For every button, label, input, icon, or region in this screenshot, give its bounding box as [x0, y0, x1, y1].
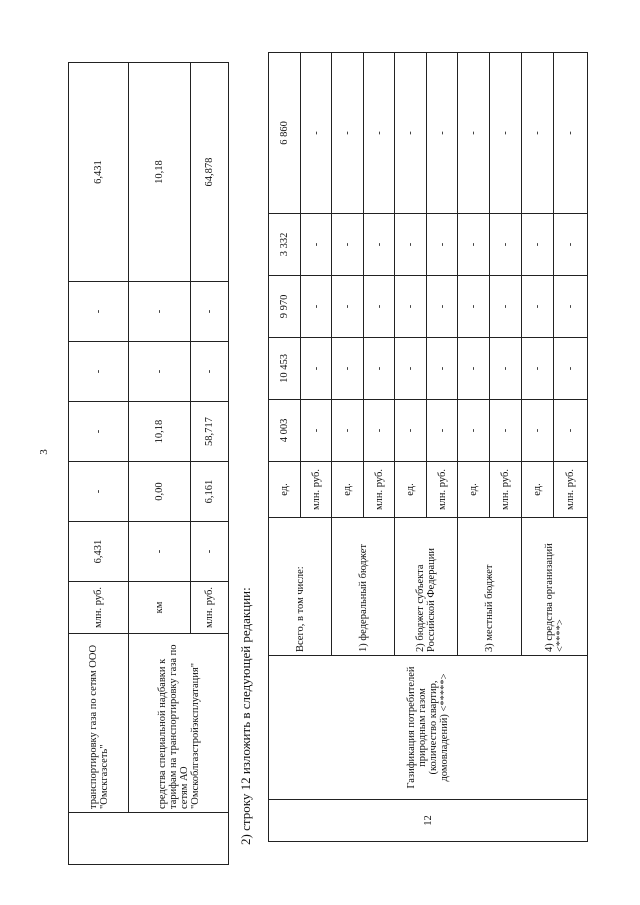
- unit-cell: млн. руб.: [364, 461, 395, 517]
- unit-cell: млн. руб.: [301, 461, 332, 517]
- unit-cell: млн. руб.: [554, 461, 588, 517]
- value-cell: -: [395, 52, 427, 213]
- value-cell: -: [427, 275, 458, 337]
- value-cell: -: [490, 399, 522, 461]
- table-main: [268, 52, 588, 842]
- value-cell: -: [458, 275, 490, 337]
- unit-cell: млн. руб.: [191, 582, 229, 634]
- value-cell: -: [364, 275, 395, 337]
- value-cell: 6,431: [69, 63, 129, 282]
- value-cell: -: [458, 52, 490, 213]
- value-cell: -: [129, 342, 191, 402]
- unit-cell: ед.: [332, 461, 364, 517]
- row-label: транспортировку газа по сетям ООО "Омскгазсеть": [69, 634, 129, 813]
- value-cell: -: [522, 337, 554, 399]
- value-cell: -: [458, 337, 490, 399]
- value-cell: -: [522, 52, 554, 213]
- value-cell: 6 860: [269, 52, 301, 213]
- value-cell: -: [301, 337, 332, 399]
- value-cell: 64,878: [191, 63, 229, 282]
- unit-cell: ед.: [269, 461, 301, 517]
- table-top: [68, 62, 229, 865]
- unit-cell: ед.: [458, 461, 490, 517]
- value-cell: -: [69, 402, 129, 462]
- source-label: Всего, в том числе:: [269, 517, 332, 655]
- value-cell: -: [332, 213, 364, 275]
- row-label: средства специальной надбавки к тарифам на транспортировку газа по сетям АО "Омскоблгазстройэксплуатация": [129, 634, 229, 813]
- row-number: 12: [269, 800, 588, 842]
- value-cell: 58,717: [191, 402, 229, 462]
- unit-cell: ед.: [522, 461, 554, 517]
- value-cell: -: [69, 342, 129, 402]
- value-cell: -: [301, 275, 332, 337]
- value-cell: -: [191, 282, 229, 342]
- value-cell: -: [395, 275, 427, 337]
- value-cell: -: [69, 282, 129, 342]
- source-label: 1) федеральный бюджет: [332, 517, 395, 655]
- value-cell: -: [395, 337, 427, 399]
- value-cell: -: [522, 275, 554, 337]
- source-label: 3) местный бюджет: [458, 517, 522, 655]
- value-cell: -: [554, 275, 588, 337]
- value-cell: -: [490, 275, 522, 337]
- value-cell: 4 003: [269, 399, 301, 461]
- row-number-cell: [69, 813, 229, 865]
- source-label: 2) бюджет субъекта Российской Федерации: [395, 517, 458, 655]
- source-label: 4) средства организаций <****>: [522, 517, 588, 655]
- value-cell: -: [554, 213, 588, 275]
- value-cell: -: [490, 337, 522, 399]
- table-row: [129, 63, 191, 865]
- value-cell: -: [364, 399, 395, 461]
- value-cell: -: [301, 213, 332, 275]
- value-cell: -: [332, 52, 364, 213]
- table-row: [69, 63, 129, 865]
- unit-cell: ед.: [395, 461, 427, 517]
- page-number: 3: [38, 449, 50, 455]
- unit-cell: млн. руб.: [69, 582, 129, 634]
- value-cell: 3 332: [269, 213, 301, 275]
- value-cell: -: [490, 52, 522, 213]
- value-cell: 10,18: [129, 63, 191, 282]
- value-cell: -: [427, 213, 458, 275]
- value-cell: -: [522, 213, 554, 275]
- value-cell: -: [395, 399, 427, 461]
- value-cell: -: [554, 337, 588, 399]
- value-cell: -: [427, 399, 458, 461]
- value-cell: -: [427, 52, 458, 213]
- value-cell: -: [69, 462, 129, 522]
- value-cell: -: [395, 213, 427, 275]
- value-cell: -: [129, 522, 191, 582]
- value-cell: -: [191, 522, 229, 582]
- value-cell: -: [332, 337, 364, 399]
- value-cell: -: [427, 337, 458, 399]
- value-cell: -: [364, 52, 395, 213]
- unit-cell: млн. руб.: [427, 461, 458, 517]
- value-cell: -: [554, 52, 588, 213]
- value-cell: -: [301, 399, 332, 461]
- value-cell: -: [554, 399, 588, 461]
- value-cell: -: [301, 52, 332, 213]
- value-cell: -: [458, 399, 490, 461]
- value-cell: -: [364, 337, 395, 399]
- value-cell: -: [332, 399, 364, 461]
- value-cell: 9 970: [269, 275, 301, 337]
- value-cell: 6,431: [69, 522, 129, 582]
- value-cell: -: [332, 275, 364, 337]
- table-row: [269, 52, 301, 841]
- value-cell: -: [522, 399, 554, 461]
- value-cell: -: [364, 213, 395, 275]
- value-cell: 0,00: [129, 462, 191, 522]
- value-cell: -: [191, 342, 229, 402]
- value-cell: -: [490, 213, 522, 275]
- value-cell: -: [458, 213, 490, 275]
- indicator-name: Газификация потребителей природным газом (количество квартир, домовладений) <*****>: [269, 656, 588, 800]
- value-cell: -: [129, 282, 191, 342]
- unit-cell: млн. руб.: [490, 461, 522, 517]
- value-cell: 10,18: [129, 402, 191, 462]
- amendment-instruction: 2) строку 12 изложить в следующей редакции:: [238, 587, 253, 845]
- value-cell: 6,161: [191, 462, 229, 522]
- unit-cell: км: [129, 582, 191, 634]
- value-cell: 10 453: [269, 337, 301, 399]
